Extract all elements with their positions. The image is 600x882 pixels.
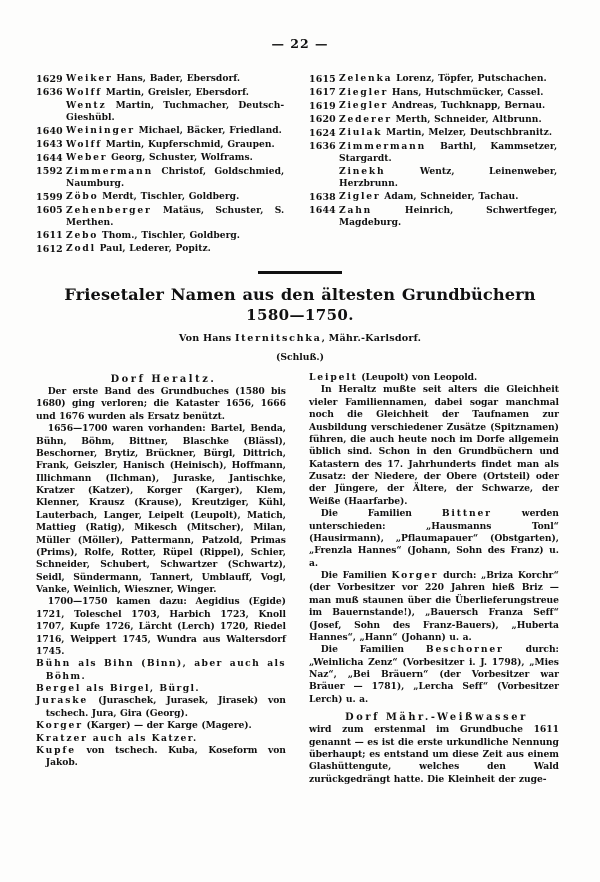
register-year xyxy=(309,166,339,167)
register-row xyxy=(36,125,291,138)
paragraph-lead: Die Familien xyxy=(320,508,442,520)
register-year: 1599 xyxy=(36,191,63,203)
gloss-text: von tschech. Kuba, Koseform von Jakob. xyxy=(45,744,286,769)
register-year: 1611 xyxy=(36,230,63,242)
register-surname: Ziegler xyxy=(339,86,389,98)
register-row xyxy=(36,139,291,152)
register-row xyxy=(309,114,564,127)
paragraph-family-beschorner xyxy=(309,644,559,706)
register-entry xyxy=(66,100,284,125)
register-row xyxy=(309,191,564,204)
register-year: 1605 xyxy=(36,205,63,217)
body-column-right xyxy=(309,372,564,786)
register-surname: Wentz xyxy=(66,100,107,111)
gloss-leipelt xyxy=(309,372,559,384)
gloss-korger xyxy=(36,720,286,732)
register-year: 1644 xyxy=(36,152,63,164)
paragraph-family-bittner xyxy=(309,508,559,570)
paragraph-rest: durch: „Briza Korchr“ (der Vorbesitzer vor 220 Jahren hieß Briz — man muß staunen über die Überlieferungstreue im Bauernstande!), „Bauersch Franza Seff“ (Josef, Sohn des Franz-Bauers), „Huberta Hannes“, „Hann“ (Johann) u. a. xyxy=(309,570,559,643)
article-continuation-note: (Schluß.) xyxy=(276,352,324,364)
register-entry xyxy=(339,127,557,139)
register-detail: Martin, Greisler, Ebersdorf. xyxy=(105,86,250,98)
register-detail: Michael, Bäcker, Friedland. xyxy=(138,125,282,137)
register-surname: Zigler xyxy=(339,191,381,203)
register-surname: Zimmermann xyxy=(339,140,427,152)
register-detail: Martin, Kupferschmid, Graupen. xyxy=(105,138,275,150)
gloss-term: Leipelt xyxy=(309,372,358,384)
family-name: Beschorner xyxy=(425,644,504,656)
register-entry xyxy=(339,73,557,85)
register-entry xyxy=(66,152,284,164)
gloss-text: (Karger) — der Karge (Magere). xyxy=(82,720,252,732)
register-detail: Merdt, Tischler, Goldberg. xyxy=(102,191,240,203)
gloss-text: (Juraschek, Jurasek, Jirasek) von tschech. Jura, Gira (Georg). xyxy=(45,695,286,719)
register-surname: Weininger xyxy=(66,125,135,137)
register-detail: Hans, Bader, Ebersdorf. xyxy=(116,73,241,84)
register-surname: Zinekh xyxy=(339,165,386,177)
register-row xyxy=(36,166,291,191)
paragraph-names-1656-1700: 1656—1700 waren vorhanden: Bartel, Benda, Bühn, Böhm, Bittner, Blaschke (Blässl), Beschorner, Brytiz, Brückner, Bürgl, Dittrich, Frank, Geiszler, Hanisch (Heinisch), Hoffmann, Illichmann (Ilchman), Juraske, Jantischke, Kratzer (Katzer), Korger (Karger), Klem, Klenner, Krausz (Krause), Kreutziger, Kühl, Lauterbach, Langer, Leipelt (Leupolt), Matich, Mattieg (Ratig), Mikesch (Mitscher), Milan, Müller (Möller), Pattermann, Patzold, Primas (Prims), Rolfe, Rotter, Rüpel (Rippel), Schier, Schneider, Schubert, Schwartzer (Schwartz), Seidl, Sündermann, Tannert, Umblauff, Vogl, Vanke, Weinlich, Wieszner, Winger. xyxy=(36,423,286,596)
article-byline xyxy=(36,333,564,344)
register-detail: Merth, Schneider, Altbrunn. xyxy=(395,113,542,125)
gloss-term: Bühn xyxy=(36,658,72,670)
article-title: Friesetaler Namen aus den ältesten Grundbüchern xyxy=(64,284,536,304)
register-detail: Wentz, Leinenweber, Herzbrunn. xyxy=(339,165,558,190)
name-register xyxy=(36,73,564,257)
paragraph-nicknames-intro: In Heraltz mußte seit alters die Gleichheit vieler Familiennamen, dabei sogar manchmal noch die Gleichheit der Taufnamen zur Ausbildung verschiedener Zusätze (Spitznamen) führen, die auch heute noch im Dorfe allgemein üblich sind. Schon in den Grundbüchern und Katastern des 17. Jahrhunderts findet man als Zusatz: der Niedere, der Obere (Ortsteil) oder der Jüngere, der Ältere, der Schwarze, der Weiße (Haarfarbe). xyxy=(309,384,559,507)
register-surname: Zehenberger xyxy=(66,204,152,216)
byline-suffix: , Mähr.-Karlsdorf. xyxy=(321,333,422,345)
register-surname: Ziegler xyxy=(339,100,389,111)
register-entry xyxy=(339,100,557,112)
gloss-juraske xyxy=(36,695,286,720)
register-surname: Zebo xyxy=(66,229,99,241)
register-row xyxy=(36,243,291,256)
register-row xyxy=(36,205,291,230)
register-surname: Zahn xyxy=(339,204,373,216)
register-entry xyxy=(66,191,284,203)
register-surname: Zodl xyxy=(66,243,96,255)
gloss-term: Juraske xyxy=(36,695,89,707)
register-row xyxy=(36,73,291,86)
register-row xyxy=(36,230,291,243)
gloss-kupfe xyxy=(36,745,286,770)
register-year: 1619 xyxy=(309,100,336,112)
paragraph-weisswasser: wird zum erstenmal im Grundbuche 1611 genannt — es ist die erste urkundliche Nennung überhaupt; es entstand um diese Zeit aus einem Glashüttengute, welches den Wald zurückgedrängt hatte. Die Kleinheit der zuge- xyxy=(309,724,559,785)
register-row xyxy=(36,152,291,165)
register-surname: Wolff xyxy=(66,86,103,98)
register-year: 1644 xyxy=(309,205,336,217)
article-body xyxy=(36,372,564,786)
register-year: 1612 xyxy=(36,243,63,255)
register-detail: Martin, Melzer, Deutschbranitz. xyxy=(386,127,553,138)
register-detail: Hans, Hutschmücker, Cassel. xyxy=(391,86,544,98)
byline-prefix: Von Hans xyxy=(178,333,235,345)
paragraph-names-1700-1750: 1700—1750 kamen dazu: Aegidius (Egide) 1721, Toleschel 1703, Harbich 1723, Knoll 1707, Kupfe 1726, Lärcht (Lerch) 1720, Riedel 1716, Weippert 1745, Wundra aus Waltersdorf 1745. xyxy=(36,596,286,657)
register-detail: Christof, Goldschmied, Naumburg. xyxy=(66,165,285,190)
register-year: 1624 xyxy=(309,127,336,139)
register-entry xyxy=(66,87,284,99)
register-detail: Thom., Tischler, Goldberg. xyxy=(101,229,241,241)
divider-rule xyxy=(258,271,342,274)
register-entry xyxy=(339,87,557,99)
gloss-text: auch als Katzer. xyxy=(87,732,198,744)
register-year: 1617 xyxy=(309,87,336,98)
register-entry xyxy=(339,141,557,166)
paragraph-lead: Die Familien xyxy=(320,644,426,656)
register-row xyxy=(309,100,564,113)
register-year: 1615 xyxy=(309,73,336,85)
register-year: 1638 xyxy=(309,191,336,203)
register-entry xyxy=(66,243,284,255)
register-year: 1636 xyxy=(36,87,63,98)
register-surname: Zederer xyxy=(339,113,392,125)
register-detail: Adam, Schneider, Tachau. xyxy=(384,191,519,203)
register-entry xyxy=(339,205,557,230)
register-entry xyxy=(66,73,284,85)
register-row xyxy=(309,205,564,230)
register-surname: Weiker xyxy=(66,73,113,84)
register-year xyxy=(36,100,66,101)
byline-author: Iternitschka xyxy=(234,333,322,345)
register-surname: Weber xyxy=(66,152,108,164)
register-surname: Zöbo xyxy=(66,191,99,203)
family-name: Bittner xyxy=(441,508,492,520)
paragraph-family-korger xyxy=(309,570,559,644)
register-row xyxy=(309,166,564,191)
register-year: 1620 xyxy=(309,114,336,125)
section-divider xyxy=(36,271,564,274)
register-row xyxy=(309,73,564,86)
page-number: — 22 — xyxy=(271,36,329,51)
gloss-text: als Birgel, Bürgl. xyxy=(81,683,200,695)
paragraph-heraltz-intro: Der erste Band des Grundbuches (1580 bis 1680) ging verloren; die Kataster 1656, 1666 und 1676 wurden als Ersatz benützt. xyxy=(36,386,286,422)
gloss-term: Korger xyxy=(36,720,83,732)
gloss-term: Kratzer xyxy=(36,732,88,744)
paragraph-rest: werden unterschieden: „Hausmanns Tonl“ (Hausirmann), „Pflaumapauer“ (Obstgarten), „Frenzla Hannes“ (Johann, Sohn des Franz) u. a. xyxy=(309,508,559,569)
register-detail: Lorenz, Töpfer, Putschachen. xyxy=(396,73,547,84)
register-detail: Martin, Tuchmacher, Deutsch-Gieshübl. xyxy=(66,100,285,124)
register-row xyxy=(36,191,291,204)
register-year: 1640 xyxy=(36,125,63,137)
register-column-right xyxy=(309,73,564,257)
register-entry xyxy=(339,191,557,203)
register-entry xyxy=(66,125,284,137)
paragraph-rest: durch: „Weinlicha Zenz“ (Vorbesitzer i. J. 1798), „Mies Naz“, „Bei Bräuern“ (der Vorbesitzer war Bräuer — 1781), „Lercha Seff“ (Vorbesitzer Lerch) u. a. xyxy=(309,644,559,705)
register-entry xyxy=(66,230,284,242)
register-surname: Wolff xyxy=(66,138,103,150)
register-row xyxy=(309,127,564,140)
register-surname: Zimmermann xyxy=(66,165,154,177)
section-heading-heraltz: Dorf Heraltz. xyxy=(110,374,217,386)
register-entry xyxy=(339,166,557,191)
gloss-term: Kupfe xyxy=(36,744,76,756)
register-column-left xyxy=(36,73,291,257)
register-detail: Matäus, Schuster, S. Merthen. xyxy=(66,204,285,229)
register-entry xyxy=(339,114,557,126)
register-detail: Heinrich, Schwertfeger, Magdeburg. xyxy=(339,204,558,229)
article-header xyxy=(36,285,564,363)
register-entry xyxy=(66,205,284,230)
register-year: 1636 xyxy=(309,141,336,152)
register-year: 1629 xyxy=(36,73,63,85)
register-row xyxy=(309,141,564,166)
body-column-left xyxy=(36,372,291,786)
register-detail: Andreas, Tuchknapp, Bernau. xyxy=(391,100,546,111)
register-detail: Paul, Lederer, Popitz. xyxy=(99,243,211,255)
register-row xyxy=(36,87,291,100)
family-name: Korger xyxy=(391,570,439,582)
register-detail: Georg, Schuster, Wolframs. xyxy=(111,152,253,164)
register-detail: Barthl, Kammsetzer, Stargardt. xyxy=(339,140,558,164)
gloss-kratzer xyxy=(36,733,286,745)
section-heading-weisswasser: Dorf Mähr.-Weißwasser xyxy=(345,712,528,724)
gloss-text: (Leupolt) von Leopold. xyxy=(357,372,478,384)
register-surname: Ziulak xyxy=(339,127,383,138)
gloss-buehn xyxy=(36,658,286,683)
register-surname: Zelenka xyxy=(339,73,393,84)
register-entry xyxy=(66,166,284,191)
gloss-bergel xyxy=(36,683,286,695)
gloss-text: als Bihn (Binn), aber auch als Böhm. xyxy=(45,658,286,682)
register-row xyxy=(309,87,564,100)
register-entry xyxy=(66,139,284,151)
gloss-term: Bergel xyxy=(36,683,82,695)
article-date-range: 1580—1750. xyxy=(246,306,354,325)
register-row xyxy=(36,100,291,125)
paragraph-lead: Die Familien xyxy=(320,570,392,582)
register-year: 1592 xyxy=(36,166,63,178)
register-year: 1643 xyxy=(36,139,63,151)
